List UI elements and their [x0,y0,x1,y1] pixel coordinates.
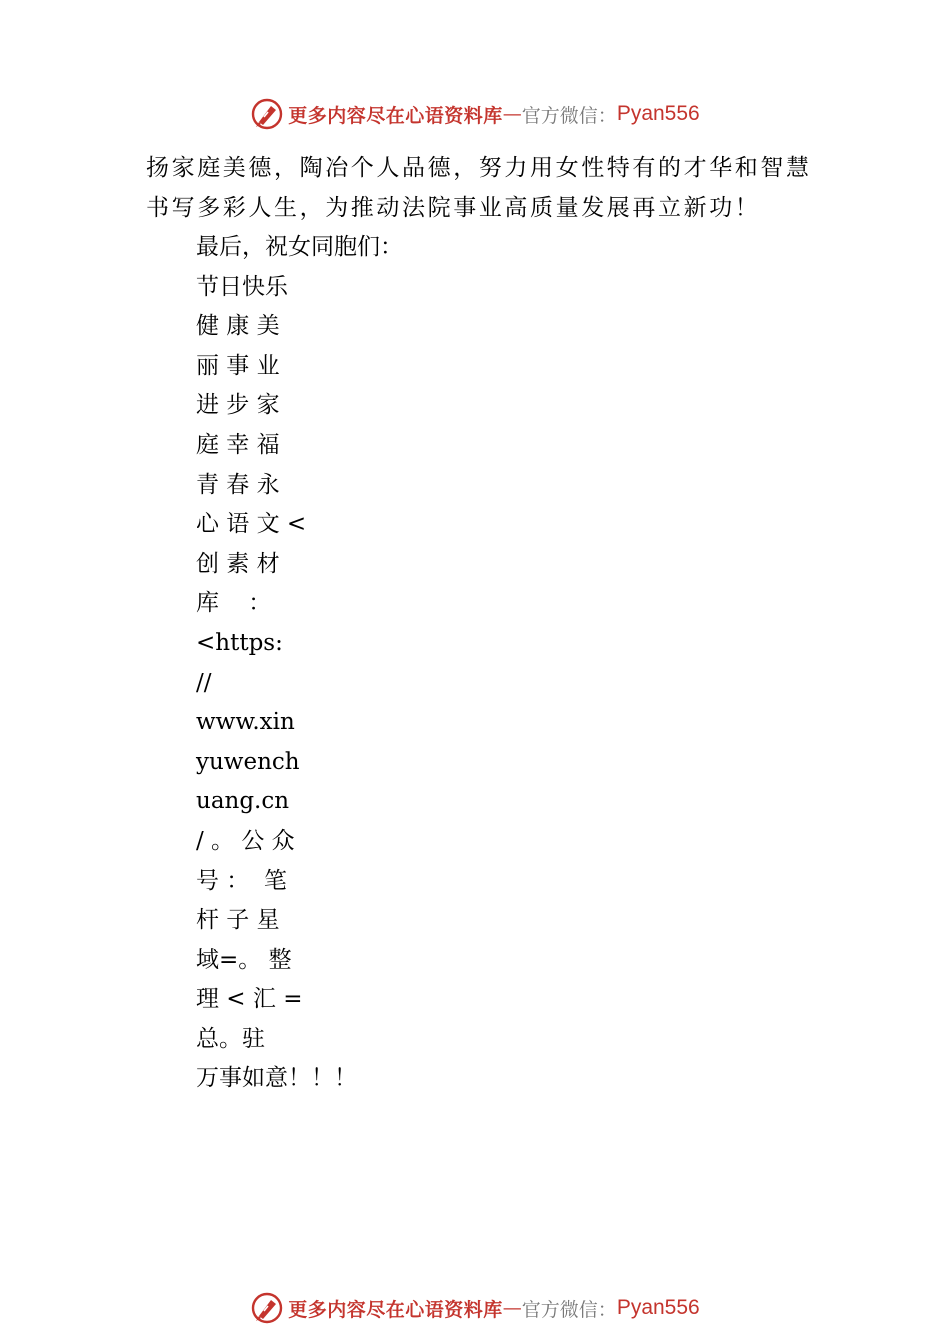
text-line: 青 春 永 [196,471,280,498]
text-line: 丽 事 业 [196,352,280,379]
text-line: 库 ： [196,590,272,617]
text-line: <https: [196,629,283,656]
text-line: 进 步 家 [196,392,280,419]
text-line: 号 ： 笔 [196,867,287,894]
text-line: uang.cn [196,788,290,815]
banner-separator: — [502,1297,522,1319]
banner-main-text: 更多内容尽在心语资料库 [288,104,503,127]
text-line: 杆 子 星 [196,907,280,934]
banner-wechat-label: 官方微信： [521,1298,617,1321]
text-line: 总。驻 [196,1025,265,1052]
text-line: 理 < 汇 = [196,986,303,1013]
text-line: 节日快乐 [196,273,288,300]
text-line: 最后，祝女同胞们： [196,234,403,260]
banner-content [250,97,699,131]
text-line: 庭 幸 福 [196,431,280,458]
footer-banner [0,1290,950,1326]
banner-main-text: 更多内容尽在心语资料库 [288,1298,503,1321]
pen-nib-circle-icon [250,1291,284,1325]
text-line: 万事如意！！！ [196,1065,357,1092]
pen-nib-circle-icon [250,97,284,131]
paragraph-line-2: 书写多彩人生，为推动法院事业高质量发展再立新功！ [146,195,761,221]
text-line: 心 语 文 < [196,511,307,538]
text-line: www.xin [196,709,295,736]
text-line: yuwench [196,748,300,775]
body-column [196,228,403,1099]
banner-wechat-id: Pyan556 [616,102,700,125]
banner-wechat-id: Pyan556 [616,1296,700,1319]
paragraph-line-1: 扬家庭美德，陶冶个人品德，努力用女性特有的才华和智慧 [146,155,812,181]
text-line: 健 康 美 [196,313,280,340]
banner-wechat-label: 官方微信： [521,104,617,127]
header-banner [0,96,950,132]
text-line: 域=。 整 [196,946,292,973]
text-line: 创 素 材 [196,550,280,577]
text-line: / 。 公 众 [196,827,295,854]
banner-separator: — [502,103,522,125]
banner-content [250,1291,699,1325]
text-line: // [196,669,212,696]
